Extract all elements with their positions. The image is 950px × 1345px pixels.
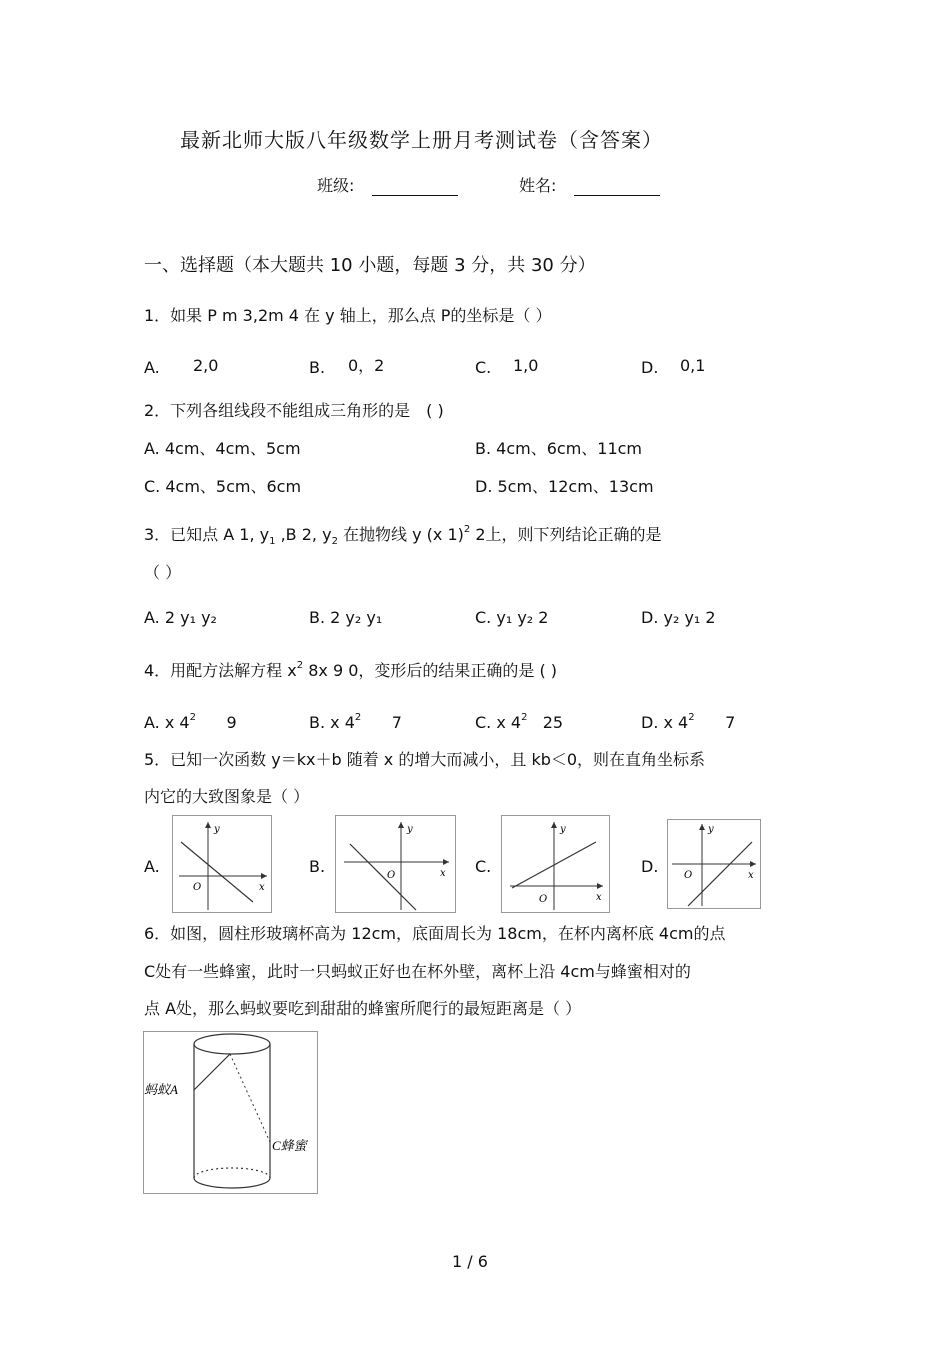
q4-option-d: D. x $4^2$ 7 (641, 712, 736, 732)
q5-option-b-label: B. (309, 857, 326, 876)
question-6-line1: 6．如图，圆柱形玻璃杯高为 12cm，底面周长为 18cm，在杯内离杯底 4cm的点 (144, 924, 726, 943)
q5-c-y-label: y (560, 824, 566, 835)
q3-option-c: C. y₁ y₂ 2 (475, 608, 549, 627)
q5-option-a-label: A. (144, 857, 160, 876)
q5-option-d-label: D. (641, 857, 659, 876)
q4-text-a: 4．用配方法解方程 x (144, 661, 297, 680)
q3-text-c: 在抛物线 y (x 1) (337, 525, 464, 544)
q5-b-origin: O (387, 870, 396, 881)
q5-a-y-label: y (214, 824, 220, 835)
q5-graph-a (172, 815, 272, 913)
q1-option-c-label: C. (475, 358, 492, 377)
q1-option-c-value: 1,0 (513, 356, 539, 375)
q5-c-origin: O (539, 894, 548, 905)
name-label: 姓名: (519, 176, 557, 195)
question-6-line2: C处有一些蜂蜜，此时一只蚂蚁正好也在杯外壁，离杯上沿 4cm与蜂蜜相对的 (144, 962, 691, 981)
honey-c-label: C蜂蜜 (272, 1138, 307, 1153)
page-title: 最新北师大版八年级数学上册月考测试卷（含答案） (180, 128, 663, 152)
q5-c-x-label: x (596, 892, 602, 903)
question-1: 1．如果 P m 3,2m 4 在 y 轴上，那么点 P的坐标是（ ） (144, 306, 552, 325)
q4-option-b: B. x $4^2$ 7 (309, 712, 402, 732)
class-label: 班级: (317, 176, 355, 195)
cylinder-diagram (143, 1031, 318, 1194)
q1-option-d-value: 0,1 (680, 356, 706, 375)
q3-sub2: 2 (331, 536, 338, 547)
page-number: 1 / 6 (452, 1252, 488, 1271)
q5-d-origin: O (684, 870, 693, 881)
q1-option-b-value: 0，2 (348, 356, 385, 375)
question-6-line3: 点 A处，那么蚂蚁要吃到甜甜的蜂蜜所爬行的最短距离是（ ） (144, 999, 582, 1018)
question-5-line1: 5．已知一次函数 y＝kx＋b 随着 x 的增大而减小，且 kb＜0，则在直角坐标系 (144, 750, 706, 769)
q1-option-a-value: 2,0 (193, 356, 219, 375)
q3-paren: （ ） (144, 563, 182, 582)
q5-a-x-label: x (259, 882, 265, 893)
name-blank (574, 195, 660, 196)
q4-sup: 2 (296, 660, 304, 671)
class-blank (372, 195, 458, 196)
ant-a-label: 蚂蚁A (144, 1082, 178, 1097)
q1-option-a-label: A. (144, 358, 160, 377)
q3-sub1: 1 (269, 536, 276, 547)
q2-option-c: C. 4cm、5cm、6cm (144, 477, 302, 496)
question-5-line2: 内它的大致图象是（ ） (144, 787, 310, 806)
q5-graph-d (667, 819, 761, 909)
q1-option-b-label: B. (309, 358, 326, 377)
section-heading: 一、选择题（本大题共 10 小题，每题 3 分，共 30 分） (144, 255, 596, 276)
q3-option-b: B. 2 y₂ y₁ (309, 608, 383, 627)
q2-option-b: B. 4cm、6cm、11cm (475, 439, 643, 458)
q2-option-d: D. 5cm、12cm、13cm (475, 477, 654, 496)
q3-option-d: D. y₂ y₁ 2 (641, 608, 716, 627)
q3-sup: 2 (463, 524, 471, 535)
q5-d-y-label: y (708, 824, 714, 835)
q4-text-b: 8x 9 0，变形后的结果正确的是 ( ) (303, 661, 558, 680)
q5-option-c-label: C. (475, 857, 492, 876)
q5-b-y-label: y (407, 824, 413, 835)
q4-option-c: C. x $4^2$ 25 (475, 712, 564, 732)
q5-b-x-label: x (440, 868, 446, 879)
question-2: 2．下列各组线段不能组成三角形的是 ( ) (144, 401, 444, 420)
q2-option-a: A. 4cm、4cm、5cm (144, 439, 301, 458)
q3-text-b: ,B 2, y (275, 525, 332, 544)
question-3 (144, 520, 662, 552)
q3-text-a: 3．已知点 A 1, y (144, 525, 270, 544)
question-4 (144, 656, 557, 681)
q5-graph-b (335, 815, 456, 913)
q5-graph-c (501, 815, 610, 913)
q5-a-origin: O (193, 882, 202, 893)
q3-option-a: A. 2 y₁ y₂ (144, 608, 217, 627)
q1-option-d-label: D. (641, 358, 659, 377)
q3-text-d: 2上，则下列结论正确的是 (470, 525, 662, 544)
q4-option-a: A. x $4^2$ 9 (144, 712, 237, 732)
q5-d-x-label: x (748, 870, 754, 881)
